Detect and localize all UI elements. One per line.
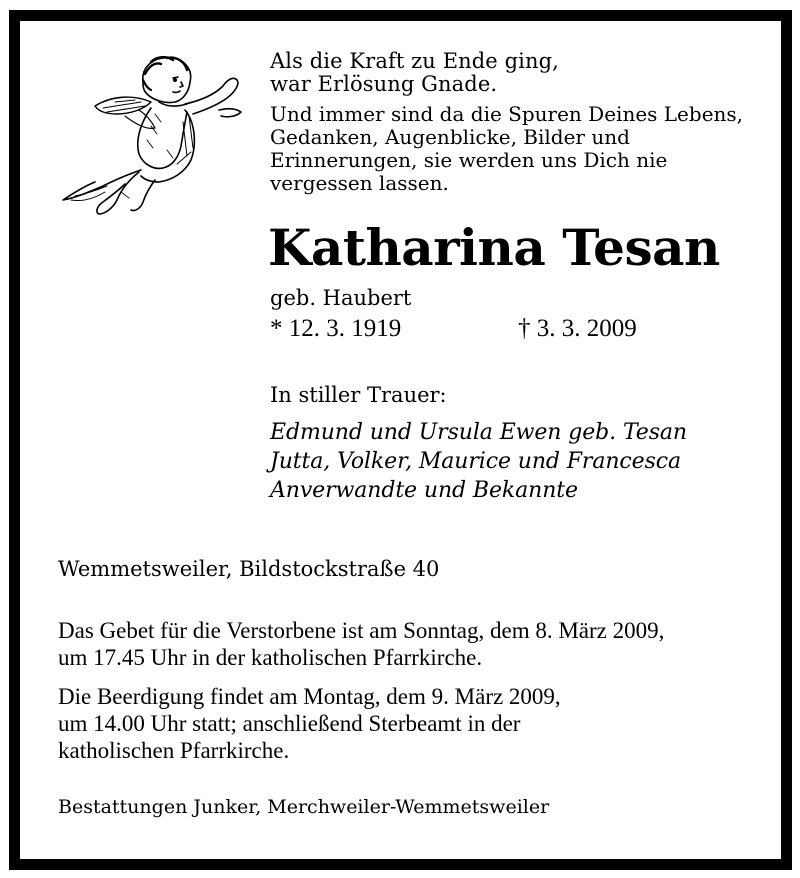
mourner-line: Anverwandte und Bekannte	[270, 478, 578, 503]
prayer-service-info	[58, 617, 664, 671]
deceased-name: Katharina Tesan	[268, 218, 720, 277]
funeral-line: um 14.00 Uhr statt; anschließend Sterbeamt in der	[58, 711, 521, 736]
life-dates	[270, 314, 750, 344]
flying-cherub-angel-icon	[55, 52, 250, 220]
birth-date: * 12. 3. 1919	[270, 315, 402, 342]
verse-opening	[270, 50, 559, 96]
maiden-name: geb. Haubert	[270, 286, 412, 310]
funeral-info	[58, 683, 561, 764]
verse-line: vergessen lassen.	[270, 171, 449, 195]
funeral-line: Die Beerdigung findet am Montag, dem 9. März 2009,	[58, 684, 561, 709]
mourner-line: Jutta, Volker, Maurice und Francesca	[270, 449, 682, 474]
mourners-list	[270, 418, 687, 505]
prayer-line: um 17.45 Uhr in der katholischen Pfarrkirche.	[58, 645, 483, 670]
funeral-line: katholischen Pfarrkirche.	[58, 738, 290, 763]
undertaker-credit: Bestattungen Junker, Merchweiler-Wemmetsweiler	[58, 796, 550, 818]
verse-line: Gedanken, Augenblicke, Bilder und	[270, 125, 630, 149]
verse-line: Erinnerungen, sie werden uns Dich nie	[270, 148, 668, 172]
mourning-label: In stiller Trauer:	[270, 383, 447, 407]
verse-line: Als die Kraft zu Ende ging,	[270, 49, 559, 73]
mourner-line: Edmund und Ursula Ewen geb. Tesan	[270, 420, 687, 445]
home-address: Wemmetsweiler, Bildstockstraße 40	[58, 557, 440, 581]
prayer-line: Das Gebet für die Verstorbene ist am Sonntag, dem 8. März 2009,	[58, 618, 665, 643]
verse-closing	[270, 103, 743, 195]
verse-line: Und immer sind da die Spuren Deines Lebens,	[270, 102, 744, 126]
death-date: † 3. 3. 2009	[518, 315, 637, 342]
verse-line: war Erlösung Gnade.	[270, 72, 498, 96]
